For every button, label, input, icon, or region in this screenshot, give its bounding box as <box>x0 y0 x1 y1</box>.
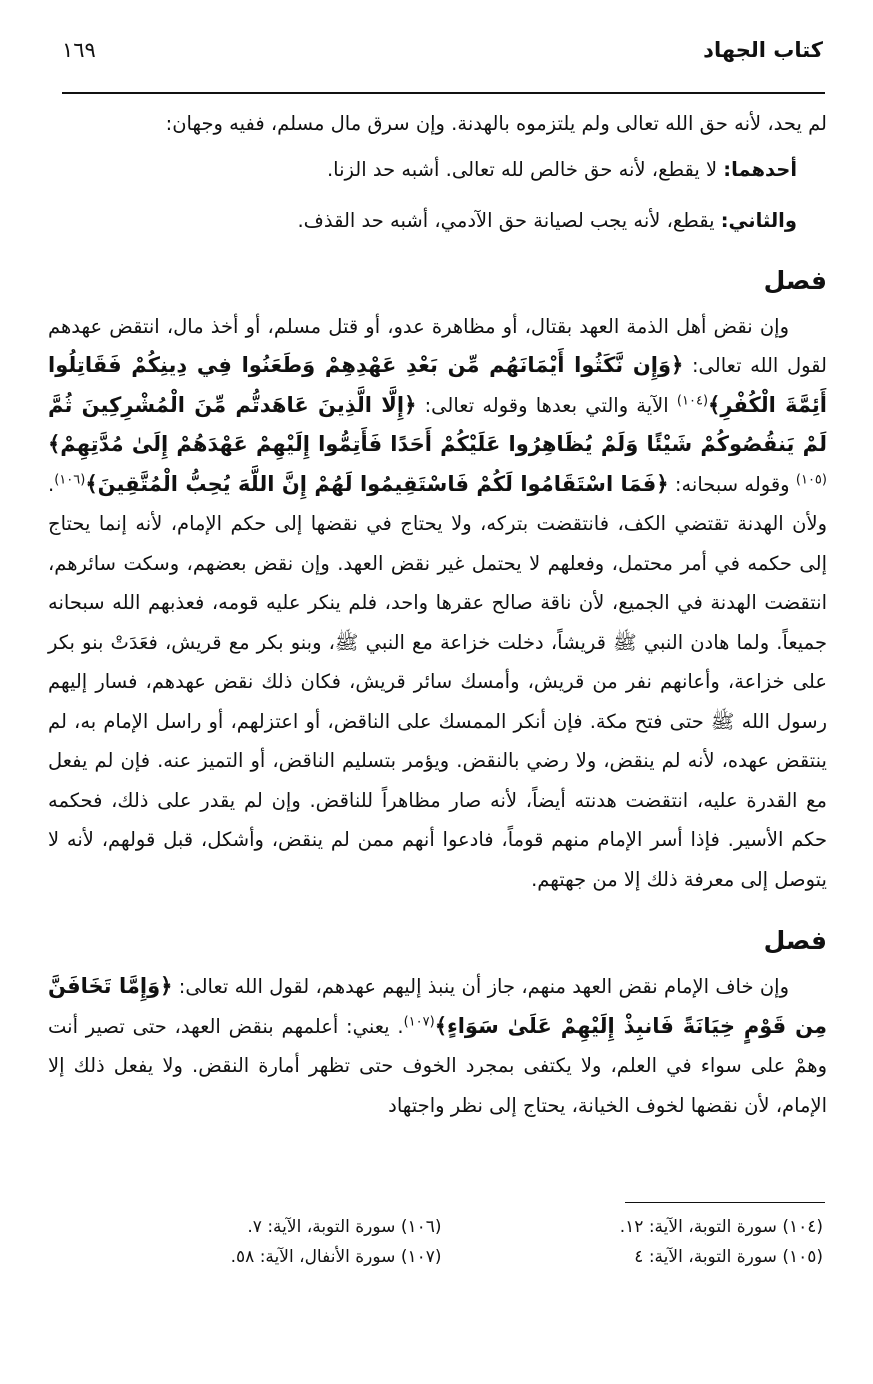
opinion-second <box>48 201 827 241</box>
opinion-first-text: لا يقطع، لأنه حق خالص لله تعالى. أشبه حد الزنا. <box>326 157 724 181</box>
text-run: وإن نقض أهل الذمة العهد بقتال، أو مظاهرة عدو، أو قتل مسلم، أو أخذ مال، انتقض عهدهم لقول الله تعالى: <box>48 314 827 377</box>
footnote-row <box>60 1242 823 1272</box>
text-run: وإن خاف الإمام نقض العهد منهم، جاز أن ينبذ إليهم عهدهم، لقول الله تعالى: <box>172 975 790 998</box>
footnote-ref: (١٠٥) <box>795 472 827 487</box>
quran-verse: ﴿إِلَّا الَّذِينَ عَاهَدتُّم مِّنَ الْمُشْرِكِينَ ثُمَّ لَمْ يَنقُصُوكُمْ شَيْئًا وَلَمْ يُظَاهِرُوا عَلَيْكُمْ أَحَدًا فَأَتِمُّوا إِلَيْهِمْ عَهْدَهُمْ إِلَىٰ مُدَّتِهِمْ﴾ <box>48 392 827 456</box>
opinion-second-label: والثاني: <box>720 209 797 232</box>
quran-verse: ﴿وَإِمَّا تَخَافَنَّ مِن قَوْمٍ خِيَانَةً فَانبِذْ إِلَيْهِمْ عَلَىٰ سَوَاءٍ﴾ <box>48 974 827 1038</box>
opinion-first <box>48 150 827 190</box>
footnote: (١٠٤) سورة التوبة، الآية: ١٢. <box>619 1217 823 1237</box>
quran-verse: ﴿فَمَا اسْتَقَامُوا لَكُمْ فَاسْتَقِيمُوا لَهُمْ إِنَّ اللَّهَ يُحِبُّ الْمُتَّقِينَ﴾ <box>85 471 669 496</box>
opinion-second-text: يقطع، لأنه يجب لصيانة حق الآدمي، أشبه حد القذف. <box>297 209 721 232</box>
footnote: (١٠٧) سورة الأنفال، الآية: ٥٨. <box>230 1247 442 1267</box>
main-text <box>48 104 827 1125</box>
footnote-ref: (١٠٧) <box>403 1014 435 1029</box>
footnote-ref: (١٠٦) <box>54 472 86 487</box>
footnotes <box>60 1212 823 1272</box>
text-run: وقوله سبحانه: <box>668 472 796 496</box>
section-heading: فصل <box>763 926 827 955</box>
page-header <box>62 38 823 78</box>
quran-verse: ﴿وَإِن نَّكَثُوا أَيْمَانَهُم مِّن بَعْدِ عَهْدِهِمْ وَطَعَنُوا فِي دِينِكُمْ فَقَاتِلُوا أَئِمَّةَ الْكُفْرِ﴾ <box>48 353 827 417</box>
footnote: (١٠٦) سورة التوبة، الآية: ٧. <box>247 1217 442 1237</box>
footnote-ref: (١٠٤) <box>676 393 709 408</box>
running-title: كتاب الجهاد <box>703 38 823 62</box>
section-1-paragraph <box>48 307 827 900</box>
paragraph-intro: لم يحد، لأنه حق الله تعالى ولم يلتزموه بالهدنة. وإن سرق مال مسلم، ففيه وجهان: <box>165 112 827 135</box>
page-number: ١٦٩ <box>62 38 96 62</box>
section-heading: فصل <box>763 265 827 295</box>
text-run: الآية والتي بعدها وقوله تعالى: <box>416 393 677 417</box>
text-run: . يعني: أعلمهم بنقض العهد، حتى تصير أنت وهمْ على سواء في العلم، ولا يكتفى بمجرد الخوف حتى تظهر أمارة النقض. ولا يفعل ذلك إلا الإمام، لأن نقضها لخوف الخيانة، يحتاج إلى نظر واجتهاد <box>48 1014 827 1117</box>
text-run: . ولأن الهدنة تقتضي الكف، فانتقضت بتركه، ولا يحتاج في نقضها إلى حكم الإمام، لأنه إنما يحتاج إلى حكمه في أمر محتمل، وفعلهم لا يحتمل غير نقض العهد. وإن نقض بعضهم، وسكت سائرهم، انتقضت الهدنة في الجميع، لأن ناقة صالح عقرها واحد، فلم ينكر عليه قومه، فعذبهم الله سبحانه جميعاً. ولما هادن النبي ﷺ قريشاً، دخلت خزاعة مع النبي ﷺ، وبنو بكر مع قريش، فعَدَتْ بنو بكر على خزاعة، وأعانهم نفر من قريش، وأمسك سائر قريش، فكان ذلك نقض عهدهم، فسار إليهم رسول الله ﷺ حتى فتح مكة. فإن أنكر الممسك على الناقض، أو اعتزلهم، أو راسل الإمام به، لم ينتقض عهده، لأنه لم ينقض، ولا رضي بالنقض. ويؤمر بتسليم الناقض، أو التميز عنه. فإن لم يفعل مع القدرة عليه، انتقضت هدنته أيضاً، لأنه صار مظاهراً للناقض. وإن لم يقدر على ذلك، فحكمه حكم الأسير. فإذا أسر الإمام منهم قوماً، فادعوا أنهم ممن لم ينقض، وأشكل، قبل قولهم، لأنه لا يتوصل إلى معرفة ذلك إلا من جهتهم. <box>48 472 827 891</box>
footnote: (١٠٥) سورة التوبة، الآية: ٤ <box>634 1247 823 1267</box>
opinion-first-label: أحدهما: <box>723 157 797 181</box>
footnote-rule <box>625 1202 825 1203</box>
section-2-paragraph <box>48 967 827 1125</box>
footnote-row <box>60 1212 823 1242</box>
header-rule <box>62 92 825 94</box>
